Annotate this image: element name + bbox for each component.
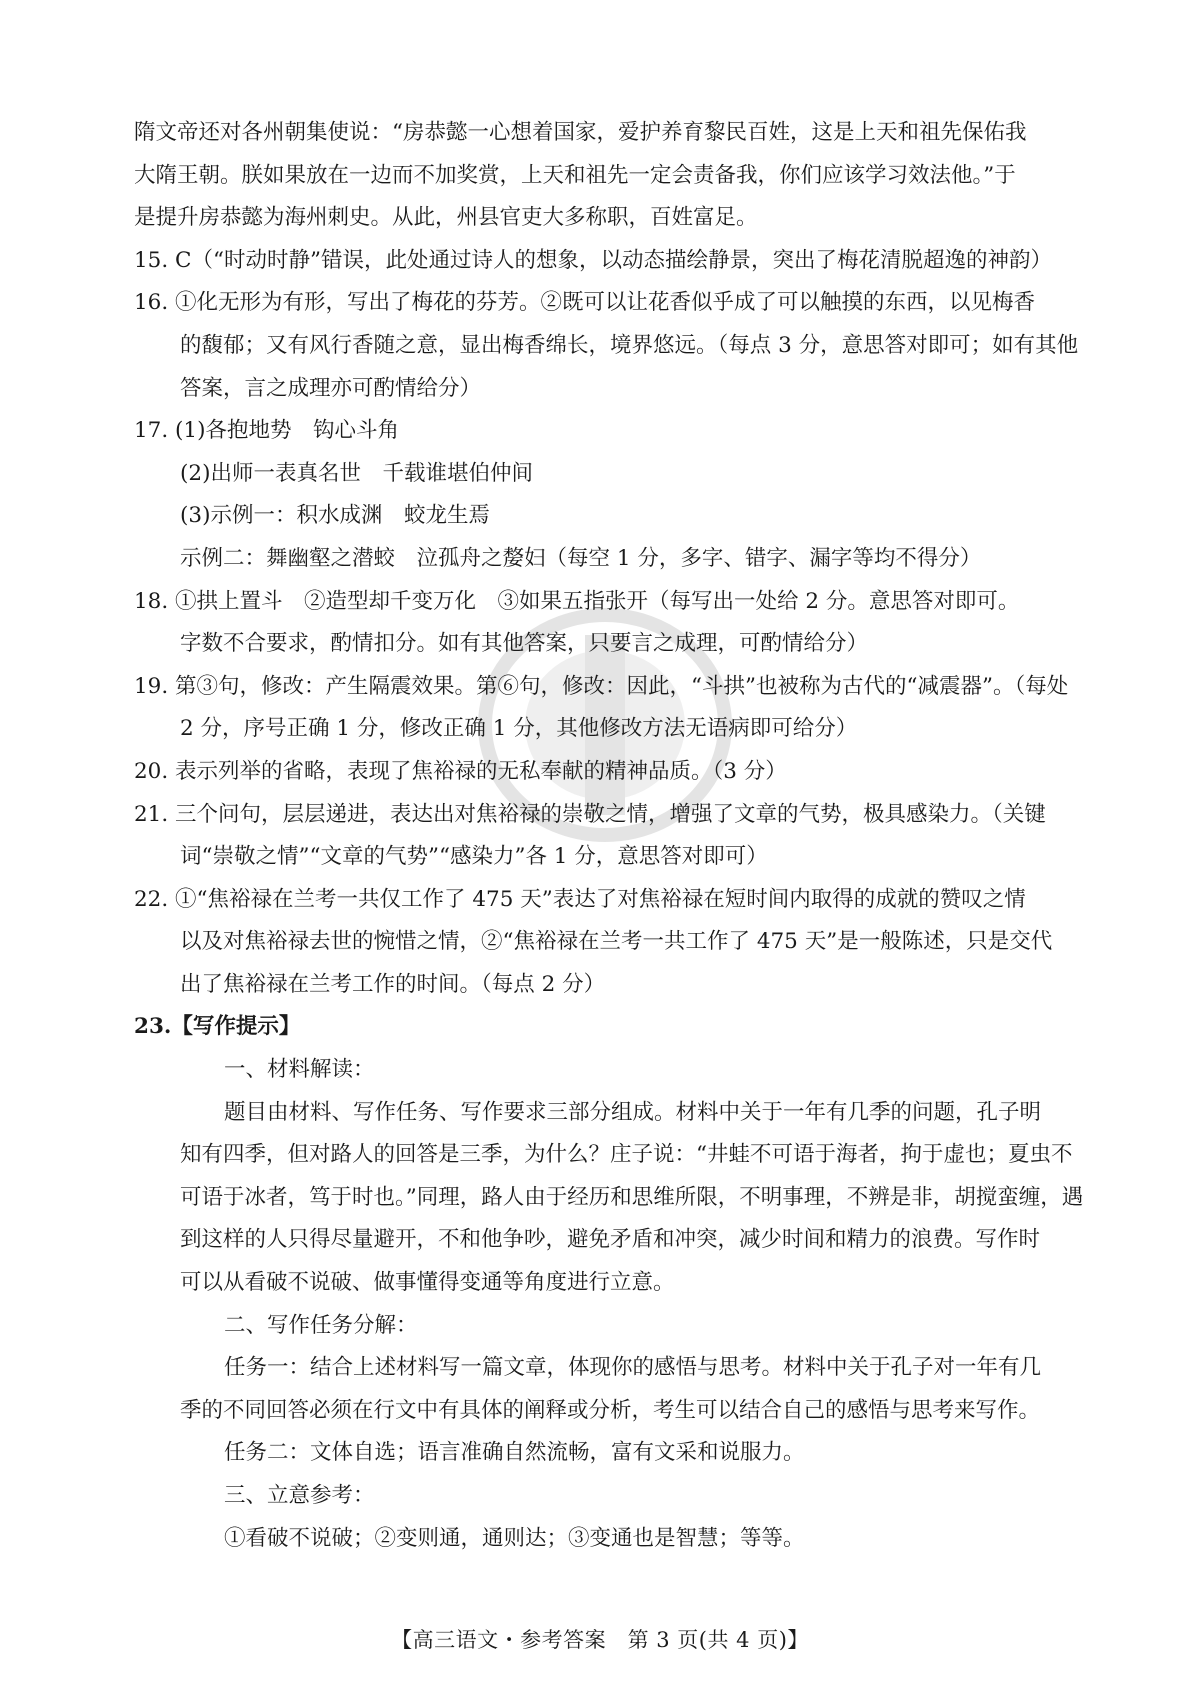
text-line: 以及对焦裕禄去世的惋惜之情，②“焦裕禄在兰考一共工作了 475 天”是一般陈述，只是交代 — [180, 929, 1053, 955]
text-line: 隋文帝还对各州朝集使说：“房恭懿一心想着国家，爱护养育黎民百姓，这是上天和祖先保佑我 — [134, 120, 1027, 145]
text-line: 知有四季，但对路人的回答是三季，为什么？庄子说：“井蛙不可语于海者，拘于虚也；夏虫不 — [180, 1142, 1073, 1168]
text-line: (2)出师一表真名世 千载谁堪伯仲间 — [180, 460, 533, 486]
answer-22: 22. ①“焦裕禄在兰考一共仅工作了 475 天”表达了对焦裕禄在短时间内取得的成就的赞叹之情 — [134, 886, 1026, 912]
answer-text — [134, 112, 1094, 1560]
answer-23-heading: 23.【写作提示】 — [134, 1014, 301, 1040]
answer-21: 21. 三个问句，层层递进，表达出对焦裕禄的崇敬之情，增强了文章的气势，极具感染力。（关键 — [134, 801, 1046, 827]
text-line: ①看破不说破；②变则通，通则达；③变通也是智慧；等等。 — [224, 1525, 805, 1551]
section-heading: 一、材料解读： — [224, 1057, 375, 1083]
text-line: 是提升房恭懿为海州刺史。从此，州县官吏大多称职，百姓富足。 — [134, 205, 758, 231]
text-line: 大隋王朝。朕如果放在一边而不加奖赏，上天和祖先一定会责备我，你们应该学习效法他。”于 — [134, 162, 1016, 188]
answer-16: 16. ①化无形为有形，写出了梅花的芬芳。②既可以让花香似乎成了可以触摸的东西，以见梅香 — [134, 290, 1036, 316]
text-line: 答案，言之成理亦可酌情给分） — [180, 375, 482, 401]
text-line: (3)示例一：积水成渊 蛟龙生焉 — [180, 503, 490, 529]
text-line: 出了焦裕禄在兰考工作的时间。（每点 2 分） — [180, 971, 606, 997]
text-line: 2 分，序号正确 1 分，修改正确 1 分，其他修改方法无语病即可给分） — [180, 716, 858, 742]
section-heading: 三、立意参考： — [224, 1483, 375, 1508]
text-line: 任务一：结合上述材料写一篇文章，体现你的感悟与思考。材料中关于孔子对一年有几 — [224, 1355, 1042, 1381]
text-line: 任务二：文体自选；语言准确自然流畅，富有文采和说服力。 — [224, 1440, 805, 1466]
answer-18: 18. ①拱上置斗 ②造型却千变万化 ③如果五指张开（每写出一处给 2 分。意思答对即可。 — [134, 588, 1020, 614]
text-line: 词“崇敬之情”“文章的气势”“感染力”各 1 分，意思答对即可） — [180, 844, 768, 870]
text-line: 的馥郁；又有风行香随之意，显出梅香绵长，境界悠远。（每点 3 分，意思答对即可；如有其他 — [180, 332, 1079, 358]
text-line: 可以从看破不说破、做事懂得变通等角度进行立意。 — [180, 1270, 675, 1296]
text-line: 字数不合要求，酌情扣分。如有其他答案，只要言之成理，可酌情给分） — [180, 631, 869, 657]
text-line: 示例二：舞幽壑之潜蛟 泣孤舟之嫠妇（每空 1 分，多字、错字、漏字等均不得分） — [180, 545, 982, 571]
answer-15: 15. C（“时动时静”错误，此处通过诗人的想象，以动态描绘静景，突出了梅花清脱超逸的神韵） — [134, 247, 1052, 273]
text-line: 题目由材料、写作任务、写作要求三部分组成。材料中关于一年有几季的问题，孔子明 — [224, 1099, 1042, 1125]
text-line: 到这样的人只得尽量避开，不和他争吵，避免矛盾和冲突，减少时间和精力的浪费。写作时 — [180, 1227, 1041, 1253]
answer-19: 19. 第③句，修改：产生隔震效果。第⑥句，修改：因此，“斗拱”也被称为古代的“减震器”。（每处 — [134, 673, 1069, 699]
text-line: 季的不同回答必须在行文中有具体的阐释或分析，考生可以结合自己的感悟与思考来写作。 — [180, 1397, 1041, 1423]
answer-17: 17. (1)各抱地势 钩心斗角 — [134, 418, 399, 444]
section-heading: 二、写作任务分解： — [224, 1312, 418, 1338]
page-footer: 【高三语文・参考答案 第 3 页(共 4 页)】 — [391, 1628, 809, 1652]
answer-20: 20. 表示列举的省略，表现了焦裕禄的无私奉献的精神品质。（3 分） — [134, 758, 787, 784]
text-line: 可语于冰者，笃于时也。”同理，路人由于经历和思维所限，不明事理，不辨是非，胡搅蛮缠，遇 — [180, 1184, 1084, 1210]
